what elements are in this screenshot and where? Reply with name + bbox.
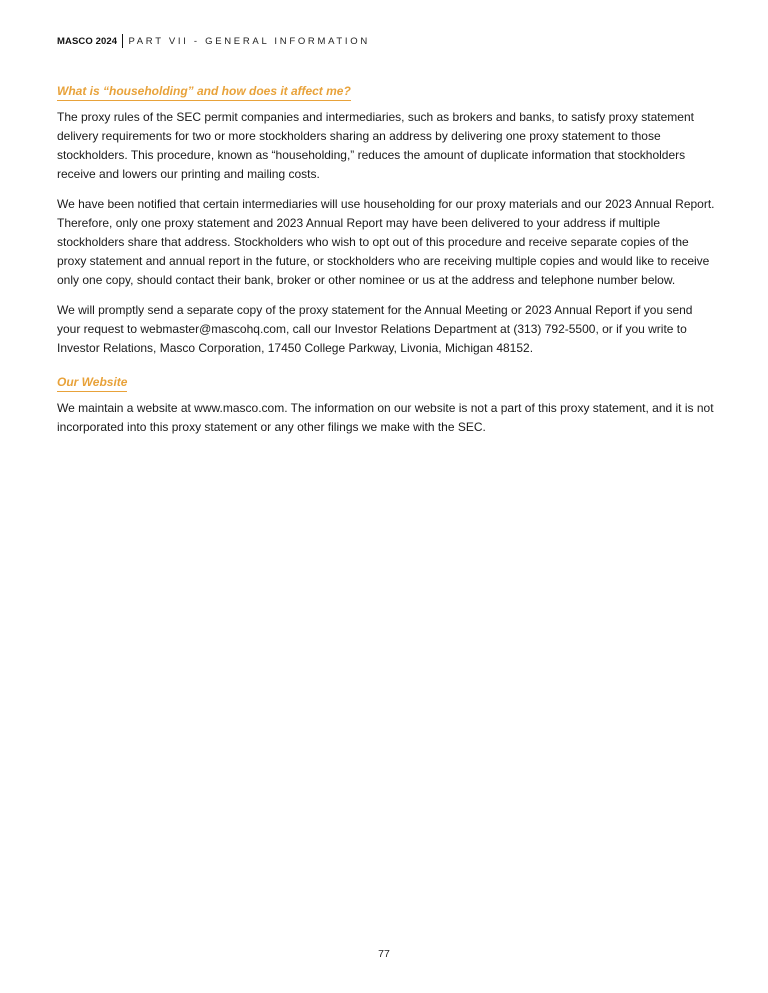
- page-number: 77: [378, 948, 390, 960]
- website-paragraph: We maintain a website at www.masco.com. The information on our website is not a part of this proxy statement, and it is not incorporated into this proxy statement or any other filings we make with the SEC.: [57, 401, 714, 434]
- brand-label: MASCO 2024: [57, 35, 118, 47]
- householding-paragraph-1: The proxy rules of the SEC permit companies and intermediaries, such as brokers and banks, to satisfy proxy statement delivery requirements for two or more stockholders sharing an address by delivering one proxy statement to those stockholders. This procedure, known as “householding,” reduces the amount of duplicate information that stockholders receive and lowers our printing and mailing costs.: [57, 110, 694, 181]
- householding-paragraph-2: We have been notified that certain intermediaries will use householding for our proxy materials and our 2023 Annual Report. Therefore, only one proxy statement and 2023 Annual Report may have been delivered to your address if multiple stockholders share that address. Stockholders who wish to opt out of this procedure and receive separate copies of the proxy statement and annual report in the future, or stockholders who are receiving multiple copies and would like to receive only one copy, should contact their bank, broker or other nominee or us at the address and telephone number below.: [57, 197, 715, 287]
- section-title: PART VII - GENERAL INFORMATION: [128, 35, 370, 47]
- website-heading: Our Website: [57, 374, 127, 392]
- website-section: [57, 373, 717, 392]
- householding-section: [57, 82, 717, 101]
- householding-paragraph-3: We will promptly send a separate copy of the proxy statement for the Annual Meeting or 2023 Annual Report if you send your request to webmaster@mascohq.com, call our Investor Relations Department at (313) 792-5500, or if you write to Investor Relations, Masco Corporation, 17450 College Parkway, Livonia, Michigan 48152.: [57, 303, 693, 355]
- header-divider: [122, 34, 123, 48]
- householding-heading: What is “householding” and how does it affect me?: [57, 83, 351, 101]
- page-header: [57, 33, 370, 49]
- document-body: [57, 82, 717, 448]
